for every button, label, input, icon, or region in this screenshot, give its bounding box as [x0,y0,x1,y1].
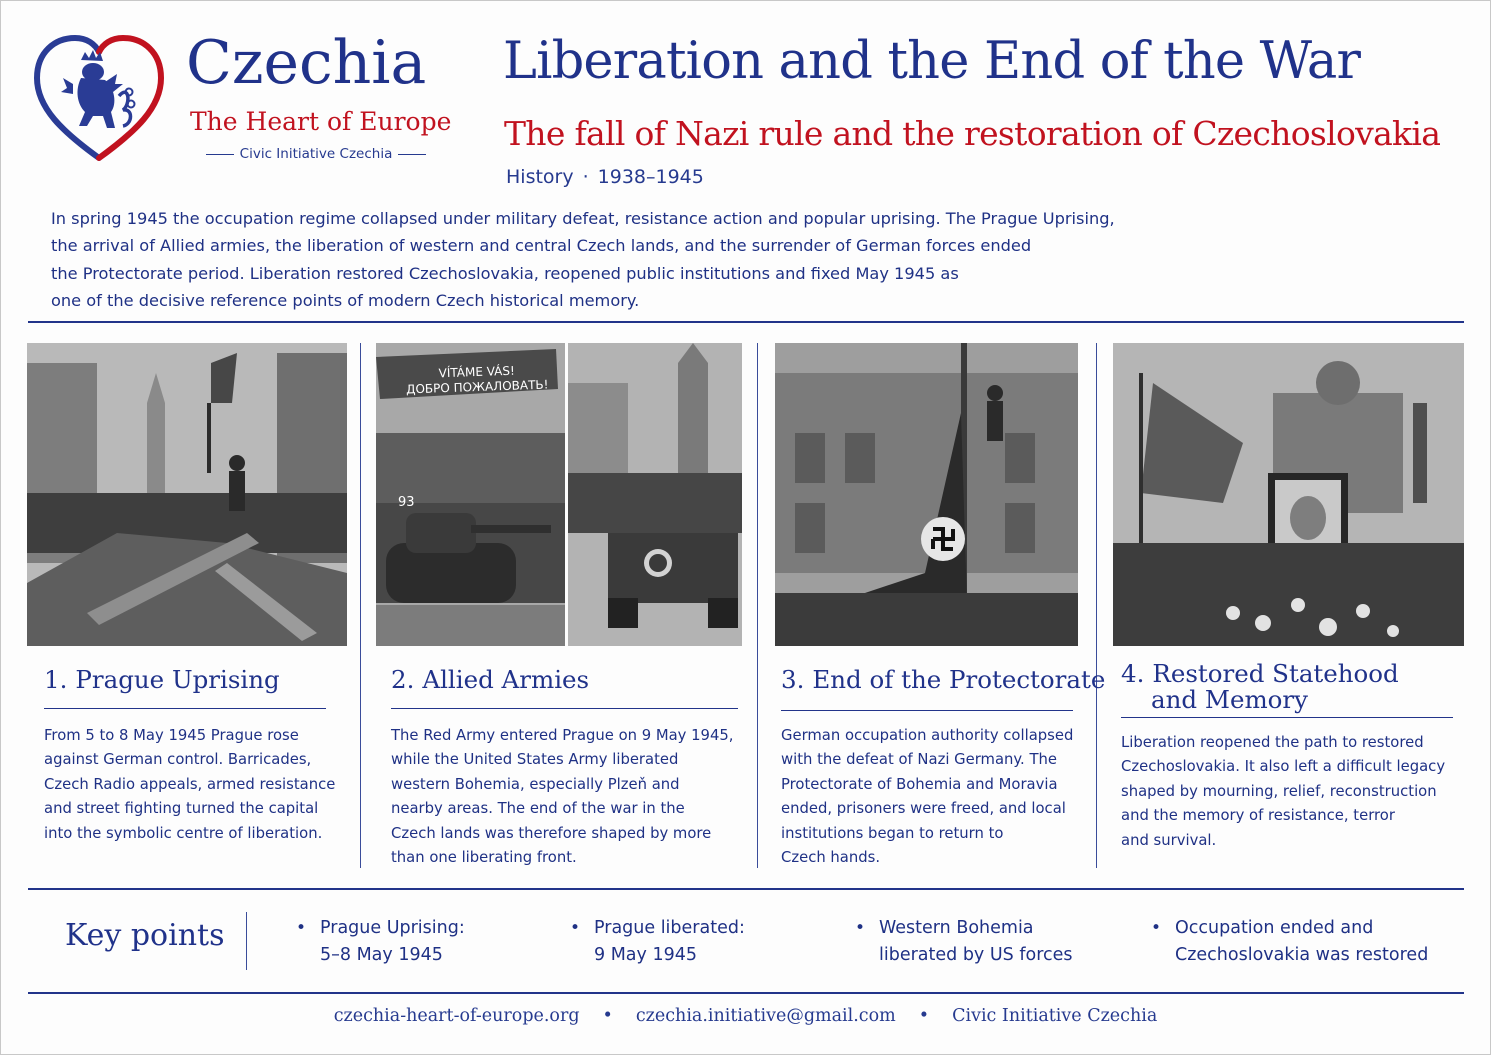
body-line: Protectorate of Bohemia and Moravia [781,775,1058,793]
key-point-line: Prague Uprising: [320,918,465,938]
footer [0,1006,1491,1026]
banner-line: ДОБРО ПОЖАЛОВАТЬ! [405,377,549,397]
key-point-line: 9 May 1945 [594,944,697,965]
column-divider [1096,343,1097,868]
intro-line: In spring 1945 the occupation regime collapsed under military defeat, resistance action and popular uprising. The Prague Uprising, [51,209,1115,228]
key-point-line: Occupation ended and [1175,918,1374,938]
key-point-line: 5–8 May 1945 [320,944,443,965]
intro-line: the arrival of Allied armies, the liberation of western and central Czech lands, and the surrender of German forces ended [51,236,1032,256]
period-label: 1938–1945 [597,166,704,188]
section-number: 3. [781,665,805,694]
section-number: 2. [391,665,415,694]
body-line: while the United States Army liberated [391,751,679,769]
section-title-allied-armies [391,667,589,693]
page-meta [506,166,704,188]
footer-divider [28,992,1464,994]
tank-photo [376,343,565,646]
section-title-prague-uprising [44,667,280,693]
section-number: 1. [44,665,68,694]
brand-organization [188,146,444,162]
section-body-prague-uprising [44,724,335,846]
section-body-restored-statehood [1121,731,1445,853]
section-title-end-of-protectorate [781,667,1105,693]
bullet-icon: • [1151,918,1162,938]
section-body-allied-armies [391,724,734,870]
section-number: 4. [1121,659,1145,688]
body-line: Liberation reopened the path to restored [1121,734,1424,751]
key-point-line: liberated by US forces [879,944,1073,965]
tank-number: 93 [398,495,415,510]
body-line: western Bohemia, especially Plzeň and [391,775,680,793]
key-point-item [296,915,465,968]
body-line: Czech hands. [781,849,881,867]
intro-line: the Protectorate period. Liberation restored Czechoslovakia, reopened public institutions and fixed May 1945 as [51,263,959,283]
body-line: Czechoslovakia. It also left a difficult legacy [1121,758,1446,776]
body-line: shaped by mourning, relief, reconstruction [1121,782,1437,800]
flag-removal-photo [775,343,1078,646]
body-line: against German control. Barricades, [44,751,312,769]
body-line: ended, prisoners were freed, and local [781,800,1066,818]
section-rule [391,708,738,709]
body-line: than one liberating front. [391,849,577,867]
bullet-icon: • [855,918,866,938]
footer-website-link[interactable]: czechia-heart-of-europe.org [333,1006,580,1026]
jeep-photo [568,343,742,646]
section-body-end-of-protectorate [781,724,1073,870]
body-line: Czech lands was therefore shaped by more [391,824,712,842]
brand-organization-label: Civic Initiative Czechia [239,146,393,162]
footer-separator: • [918,1006,930,1026]
key-points-title: Key points [65,918,225,953]
brand-name: Czechia [186,28,427,98]
body-line: The Red Army entered Prague on 9 May 1945, [391,727,734,744]
body-line: German occupation authority collapsed [781,727,1074,744]
section-title-text: End of the Protectorate [812,665,1106,694]
page-title: Liberation and the End of the War [503,32,1361,91]
banner-line: VÍTÁME VÁS! [438,363,516,381]
body-line: with the defeat of Nazi Germany. The [781,751,1057,769]
bullet-icon: • [570,918,581,938]
column-divider [360,343,361,868]
section-title-restored-statehood [1121,661,1399,713]
footer-email-link[interactable]: czechia.initiative@gmail.com [635,1006,896,1026]
column-divider [757,343,758,868]
body-line: institutions began to return to [781,824,1004,842]
key-point-item [1151,915,1429,968]
section-rule [781,710,1073,711]
heraldic-lion-heart-icon [33,34,165,164]
org-rule-left [206,154,234,155]
bullet-icon: • [296,918,307,938]
key-points-divider [246,912,247,970]
section-title-text: and Memory [1151,685,1308,714]
key-point-line: Czechoslovakia was restored [1175,944,1429,965]
key-point-line: Prague liberated: [594,918,745,938]
category-label: History [506,166,574,188]
intro-line: one of the decisive reference points of modern Czech historical memory. [51,291,640,311]
welcome-banner [392,362,563,398]
section-title-text: Allied Armies [422,665,590,694]
body-line: nearby areas. The end of the war in the [391,800,685,818]
body-line: and the memory of resistance, terror [1121,807,1395,825]
key-point-item [855,915,1073,968]
key-points-top-divider [28,888,1464,890]
body-line: Czech Radio appeals, armed resistance [44,775,336,793]
section-rule [44,708,326,709]
footer-separator: • [602,1006,613,1026]
body-line: and survival. [1121,831,1217,849]
body-line: into the symbolic centre of liberation. [44,824,323,842]
key-point-item [570,915,745,968]
body-line: From 5 to 8 May 1945 Prague rose [44,727,299,744]
barricade-with-flag-photo [27,343,347,646]
header-divider [28,321,1464,323]
section-rule [1121,717,1453,718]
page-subtitle: The fall of Nazi rule and the restoration of Czechoslovakia [504,114,1441,153]
body-line: and street fighting turned the capital [44,800,319,818]
meta-separator: · [582,166,589,188]
footer-organization: Civic Initiative Czechia [952,1006,1158,1026]
key-point-line: Western Bohemia [879,918,1034,938]
portrait-celebration-photo [1113,343,1464,646]
org-rule-right [398,154,426,155]
section-title-text: Prague Uprising [75,665,280,694]
brand-tagline: The Heart of Europe [190,107,452,136]
section-title-text: Restored Statehood [1152,659,1399,688]
intro-paragraph [51,205,1161,315]
